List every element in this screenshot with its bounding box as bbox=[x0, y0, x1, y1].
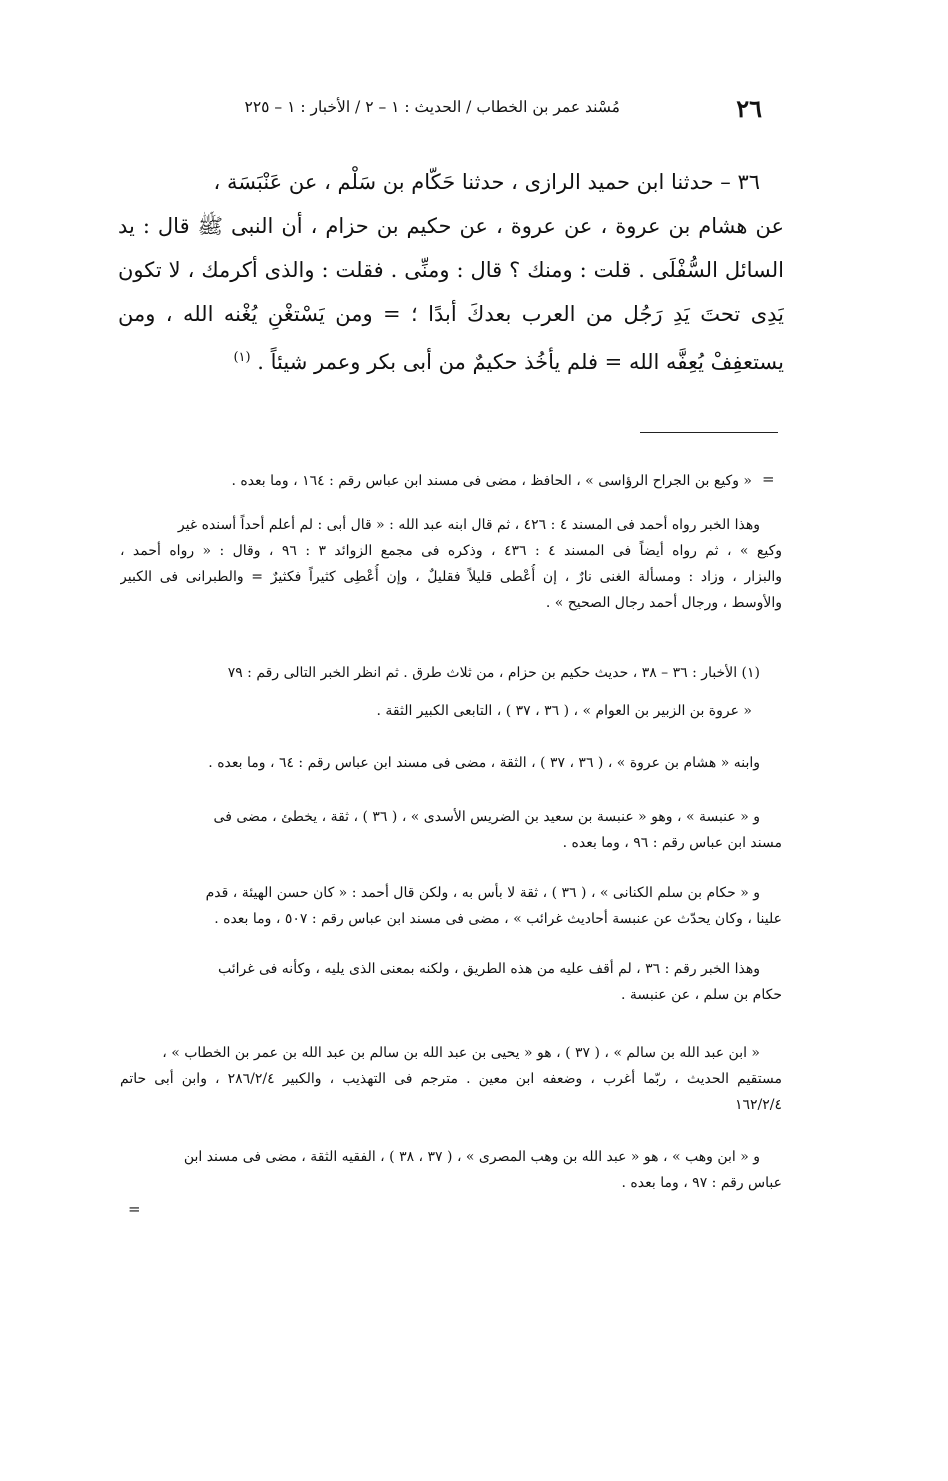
footnote-paragraph bbox=[120, 512, 782, 616]
hadith-line-last bbox=[118, 336, 784, 380]
footnote-separator bbox=[640, 432, 778, 433]
footnote-paragraph bbox=[120, 750, 782, 776]
footnote-line: وابنه « هشام بن عروة » ، ( ٣٦ ، ٣٧ ) ، الثقة ، مضى فى مسند ابن عباس رقم : ٦٤ ، وما بعده . bbox=[208, 755, 760, 771]
hadith-text bbox=[118, 160, 784, 380]
footnote-line: و « عنبسة » ، وهو « عنبسة بن سعيد بن الضريس الأسدى » ، ( ٣٦ ) ، ثقة ، يخطئ ، مضى فى bbox=[213, 809, 760, 825]
hadith-line: ٣٦ – حدثنا ابن حميد الرازى ، حدثنا حَكّام بن سَلْم ، عن عَنْبَسَة ، bbox=[213, 170, 760, 194]
footnote-line: « عروة بن الزبير بن العوام » ، ( ٣٦ ، ٣٧ ) ، التابعى الكبير الثقة . bbox=[376, 703, 752, 719]
footnote-paragraph bbox=[120, 1040, 782, 1118]
footnote-line: مستقيم الحديث ، ربّما أغرب ، وضعفه ابن معين . مترجم فى التهذيب ، والكبير ٢٨٦/٢/٤ ، وابن أبى حاتم bbox=[120, 1071, 782, 1087]
hadith-line: عن هشام بن عروة ، عن عروة ، عن حكيم بن حزام ، أن النبى ﷺ قال : يد bbox=[118, 214, 784, 238]
footnote-reference: (١) bbox=[233, 350, 251, 365]
footnote-line: حكام بن سلم ، عن عنبسة . bbox=[620, 987, 782, 1003]
hadith-line: يَدِى تحتَ يَدِ رَجُل من العرب بعدكَ أبدًا ؛ = ومن يَسْتغْنِ يُغْنه الله ، ومن bbox=[118, 302, 784, 326]
footnote-paragraph bbox=[120, 956, 782, 1008]
footnote-line: مسند ابن عباس رقم : ٩٦ ، وما بعده . bbox=[562, 835, 782, 851]
hadith-line-text: يستعفِفْ يُعِفَّه الله = فلم يأخُذ حكيمٌ من أبى بكر وعمر شيئاً . bbox=[257, 350, 784, 374]
footnote-paragraph bbox=[120, 1144, 782, 1196]
footnote-line: والأوسط ، ورجال أحمد رجال الصحيح » . bbox=[545, 595, 782, 611]
running-header: مُسْند عمر بن الخطاب / الحديث : ١ – ٢ / الأخبار : ١ – ٢٢٥ bbox=[244, 98, 620, 116]
footnote-line: ١٦٢/٢/٤ bbox=[734, 1097, 782, 1113]
footnote-paragraph bbox=[120, 880, 782, 932]
footnote-line: عباس رقم : ٩٧ ، وما بعده . bbox=[621, 1175, 782, 1191]
footnote-line: « وكيع بن الجراح الرؤاسى » ، الحافظ ، مضى فى مسند ابن عباس رقم : ١٦٤ ، وما بعده . bbox=[231, 473, 752, 489]
footnote-line: وهذا الخبر رواه أحمد فى المسند ٤ : ٤٢٦ ، ثم قال ابنه عبد الله : « قال أبى : لم أعلم أحداً أسنده غير bbox=[177, 517, 760, 533]
hadith-line: السائل السُّفْلَى . قلت : ومنك ؟ قال : ومنِّى . فقلت : والذى أكرمك ، لا تكون bbox=[118, 258, 784, 282]
footnote-paragraph bbox=[122, 468, 752, 494]
footnote-paragraph bbox=[120, 660, 782, 724]
footnote-line: « ابن عبد الله بن سالم » ، ( ٣٧ ) ، هو « يحيى بن عبد الله بن سالم بن عبد الله بن عمر بن الخطاب » ، bbox=[162, 1045, 760, 1061]
footnote-line: وهذا الخبر رقم : ٣٦ ، لم أقف عليه من هذه الطريق ، ولكنه بمعنى الذى يليه ، وكأنه فى غرائب bbox=[217, 961, 760, 977]
footnote-line: والبزار ، وزاد : ومسألة الغنى نارٌ ، إن أُعْطى قليلاً فقليلٌ ، وإن أُعْطِى كثيراً فكثيرٌ = والطبرانى فى الكبير bbox=[120, 569, 782, 585]
footnote-line: و « ابن وهب » ، هو « عبد الله بن وهب المصرى » ، ( ٣٧ ، ٣٨ ) ، الفقيه الثقة ، مضى فى مسند ابن bbox=[183, 1149, 760, 1165]
footnote-paragraph bbox=[120, 804, 782, 856]
page-number: ٢٦ bbox=[736, 94, 762, 123]
footnote-line: (١) الأخبار : ٣٦ – ٣٨ ، حديث حكيم بن حزام ، من ثلاث طرق . ثم انظر الخبر التالى رقم : ٧٩ bbox=[227, 665, 760, 681]
footnote-line: وكيع » ، ثم رواه أيضاً فى المسند ٤ : ٤٣٦ ، وذكره فى مجمع الزوائد ٣ : ٩٦ ، وقال : « رواه أحمد ، bbox=[120, 543, 782, 559]
footnote-line: و « حكام بن سلم الكنانى » ، ( ٣٦ ) ، ثقة لا بأس به ، ولكن قال أحمد : « كان حسن الهيئة ، قدم bbox=[205, 885, 760, 901]
footnote-line: علينا ، وكان يحدّث عن عنبسة أحاديث غرائب » ، مضى فى مسند ابن عباس رقم : ٥٠٧ ، وما بعده . bbox=[214, 911, 782, 927]
continuation-mark: = bbox=[762, 470, 775, 488]
end-continuation-mark: = bbox=[128, 1200, 141, 1218]
